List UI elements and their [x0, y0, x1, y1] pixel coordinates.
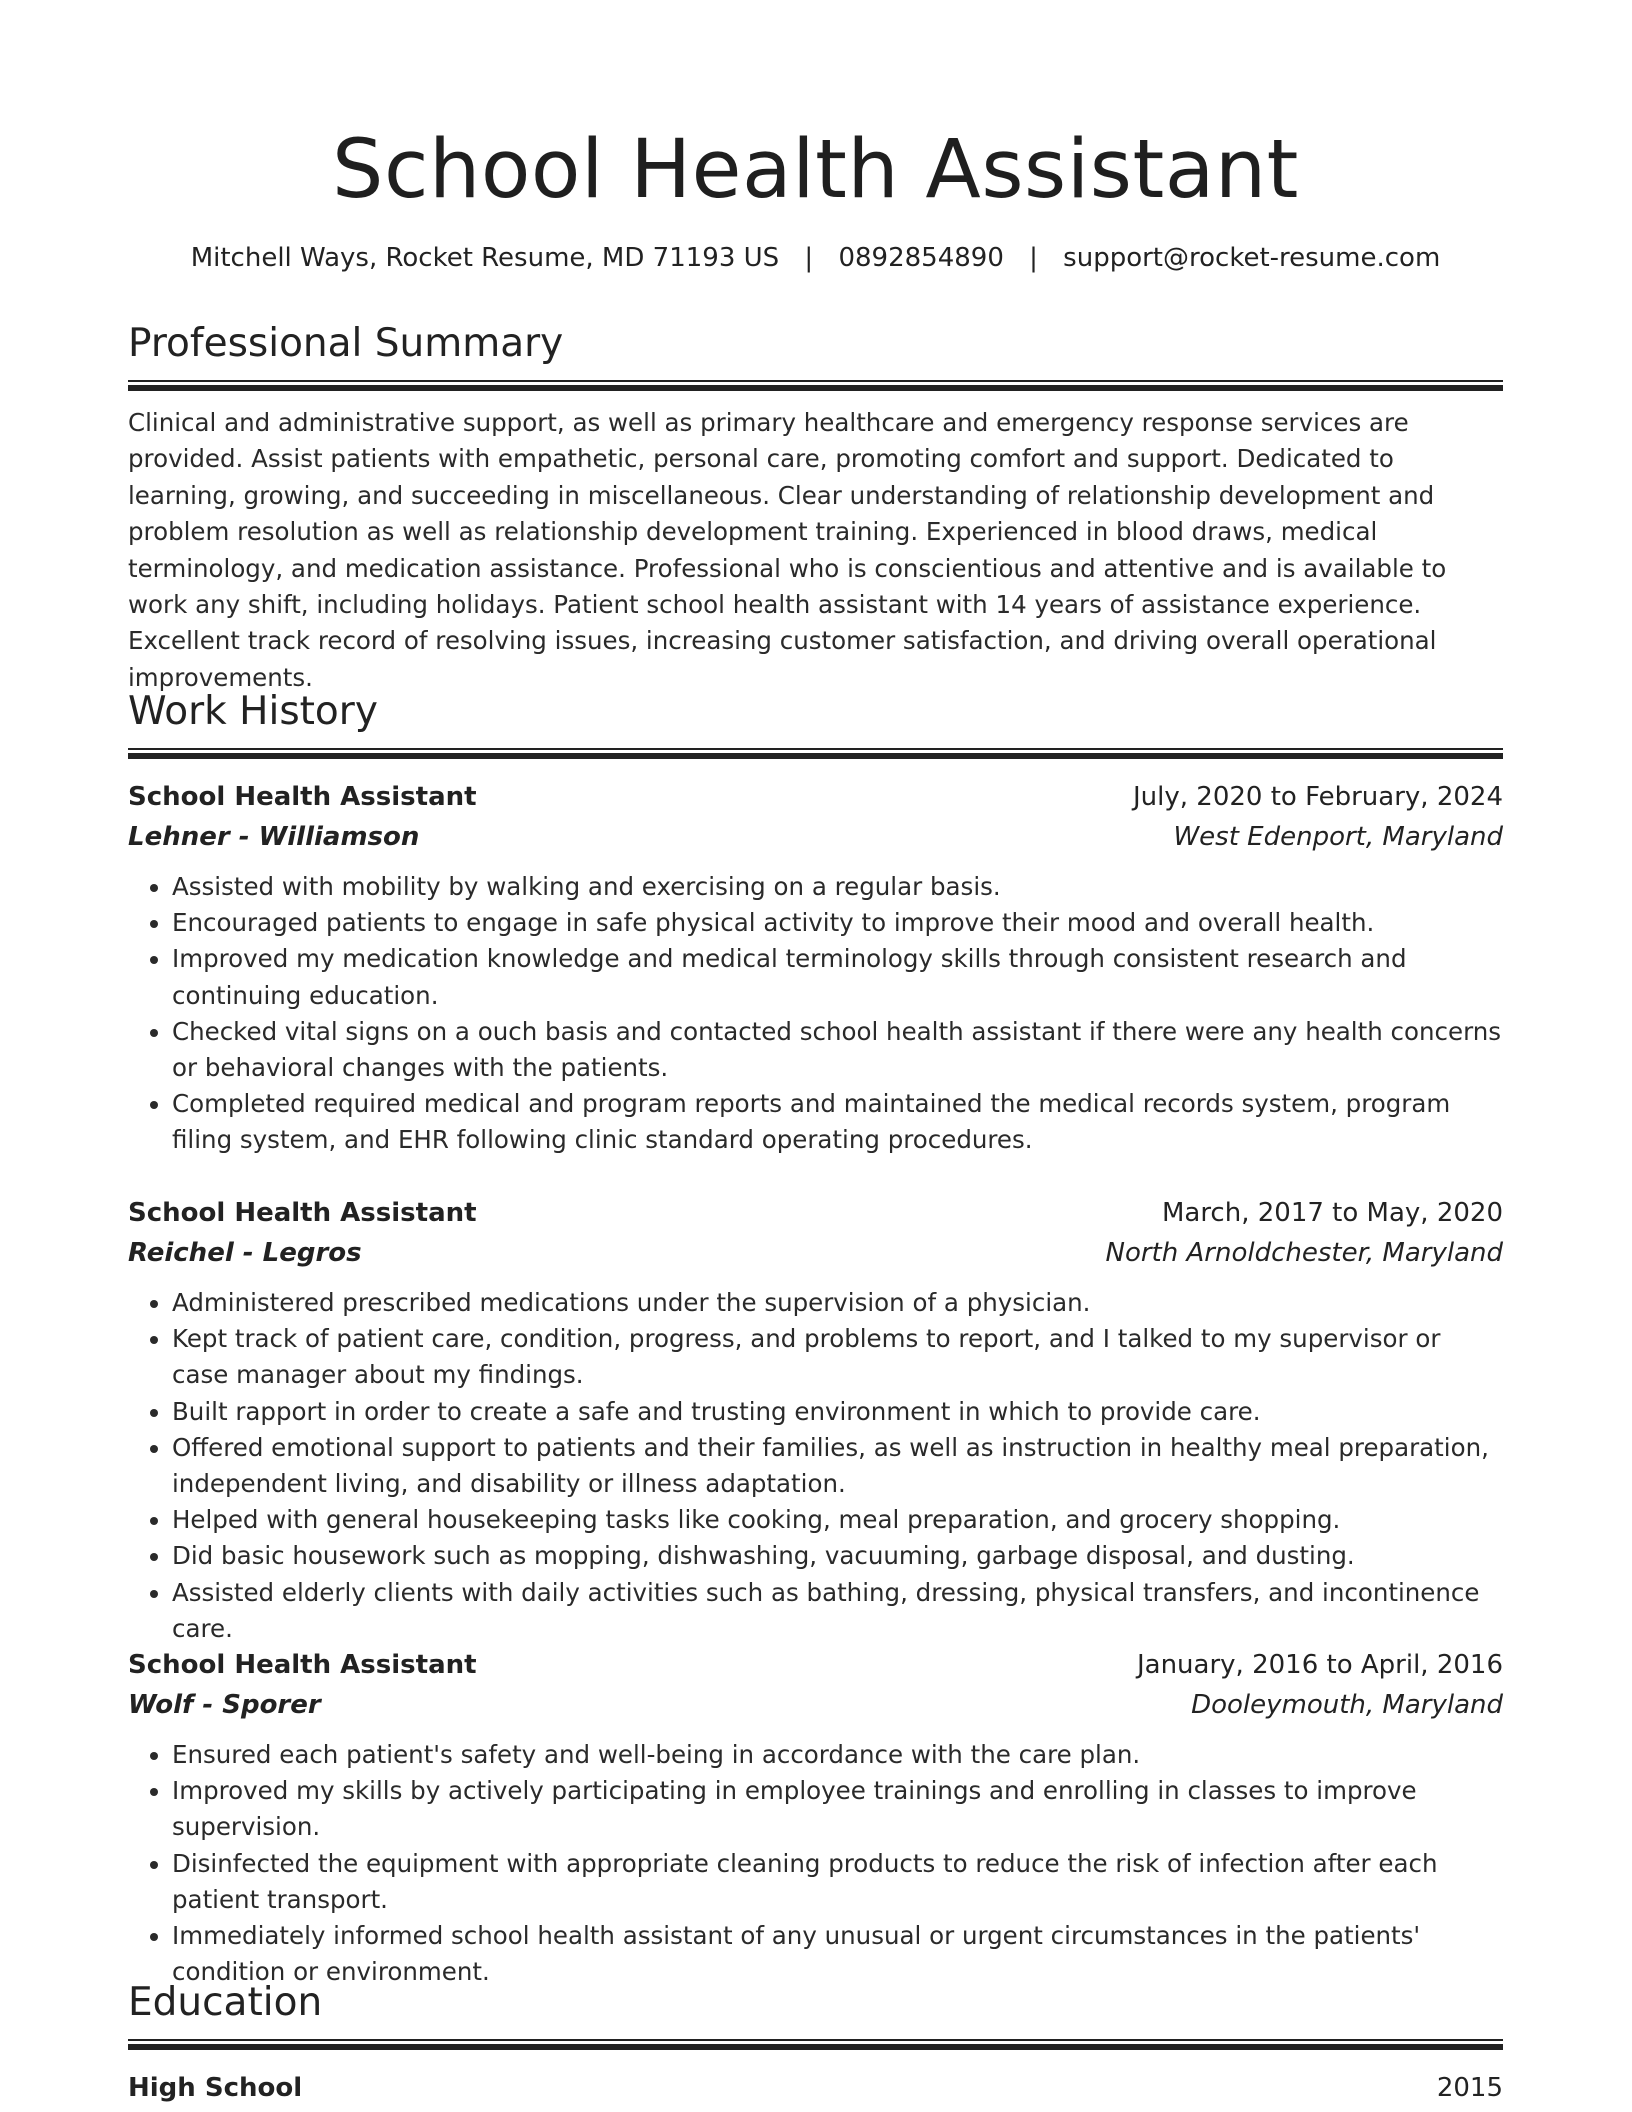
work-history-section: [128, 686, 1503, 759]
job-dates: January, 2016 to April, 2016: [1136, 1650, 1503, 1680]
contact-separator: |: [804, 243, 814, 273]
contact-phone: 0892854890: [838, 243, 1004, 273]
job-bullet: • Immediately informed school health assistant of any unusual or urgent circumstances in the patients' condition or environment.: [172, 1918, 1503, 1990]
job-bullet: • Encouraged patients to engage in safe physical activity to improve their mood and overall health.: [172, 905, 1503, 941]
contact-email: support@rocket-resume.com: [1063, 243, 1441, 273]
job-bullet: • Kept track of patient care, condition, progress, and problems to report, and I talked to my supervisor or case manager about my findings.: [172, 1321, 1503, 1393]
job-location: North Arnoldchester, Maryland: [1105, 1238, 1503, 1268]
resume-title: School Health Assistant: [332, 123, 1299, 217]
job-bullet: • Checked vital signs on a ouch basis and contacted school health assistant if there were any health concerns or behavioral changes with the patients.: [172, 1014, 1503, 1086]
job-location: Dooleymouth, Maryland: [1191, 1690, 1503, 1720]
job-bullet: • Completed required medical and program reports and maintained the medical records system, program filing system, and EHR following clinic standard operating procedures.: [172, 1086, 1503, 1158]
section-divider: [128, 2039, 1503, 2050]
job-bullet: • Built rapport in order to create a safe and trusting environment in which to provide care.: [172, 1394, 1503, 1430]
section-heading-work: Work History: [128, 689, 378, 734]
job-bullets: [128, 869, 1503, 1159]
education-section: [128, 1977, 1503, 2050]
summary-text: Clinical and administrative support, as well as primary healthcare and emergency response services are provided. Assist patients with empathetic, personal care, promoting comfort and support. Dedicated to learning, growing, and succeeding in miscellaneous. Clear understanding of relationship development and problem resolution as well as relationship development training. Experienced in blood draws, medical terminology, and medication assistance. Professional who is conscientious and attentive and is available to work any shift, including holidays. Patient school health assistant with 14 years of assistance experience. Excellent track record of resolving issues, increasing customer satisfaction, and driving overall operational improvements.: [128, 408, 1447, 692]
job-company: Reichel - Legros: [128, 1238, 362, 1268]
section-heading-summary: Professional Summary: [128, 321, 564, 366]
contact-line: [128, 240, 1503, 276]
job-title: School Health Assistant: [128, 1198, 477, 1228]
job-bullet: • Administered prescribed medications under the supervision of a physician.: [172, 1285, 1503, 1321]
professional-summary-section: [128, 318, 1503, 696]
job-location: West Edenport, Maryland: [1173, 822, 1503, 852]
job-dates: March, 2017 to May, 2020: [1161, 1198, 1503, 1228]
education-entry: [128, 2068, 1503, 2108]
job-bullet: • Improved my skills by actively participating in employee trainings and enrolling in classes to improve supervision.: [172, 1773, 1503, 1845]
job-dates: July, 2020 to February, 2024: [1133, 782, 1503, 812]
job-bullet: • Offered emotional support to patients and their families, as well as instruction in healthy meal preparation, independent living, and disability or illness adaptation.: [172, 1430, 1503, 1502]
job-bullet: • Assisted elderly clients with daily activities such as bathing, dressing, physical transfers, and incontinence care.: [172, 1575, 1503, 1647]
job-bullet: • Improved my medication knowledge and medical terminology skills through consistent research and continuing education.: [172, 941, 1503, 1013]
job-entry: [128, 1193, 1503, 1647]
job-bullet: • Disinfected the equipment with appropriate cleaning products to reduce the risk of infection after each patient transport.: [172, 1846, 1503, 1918]
section-heading-education: Education: [128, 1980, 323, 2025]
job-bullets: [128, 1737, 1503, 1990]
job-bullet: • Ensured each patient's safety and well-being in accordance with the care plan.: [172, 1737, 1503, 1773]
job-company: Lehner - Williamson: [128, 822, 420, 852]
education-degree: High School: [128, 2073, 303, 2103]
job-bullets: [128, 1285, 1503, 1647]
section-divider: [128, 748, 1503, 759]
contact-separator: |: [1029, 243, 1038, 273]
job-entry: [128, 777, 1503, 1159]
job-bullet: • Assisted with mobility by walking and exercising on a regular basis.: [172, 869, 1503, 905]
education-year: 2015: [1436, 2073, 1503, 2103]
job-bullet: • Did basic housework such as mopping, dishwashing, vacuuming, garbage disposal, and dusting.: [172, 1538, 1503, 1574]
job-company: Wolf - Sporer: [128, 1690, 321, 1720]
job-bullet: • Helped with general housekeeping tasks like cooking, meal preparation, and grocery shopping.: [172, 1502, 1503, 1538]
section-divider: [128, 380, 1503, 391]
job-title: School Health Assistant: [128, 1650, 477, 1680]
resume-page: [128, 0, 1503, 2103]
job-entry: [128, 1645, 1503, 1990]
job-title: School Health Assistant: [128, 782, 477, 812]
contact-address: Mitchell Ways, Rocket Resume, MD 71193 US: [190, 243, 780, 273]
